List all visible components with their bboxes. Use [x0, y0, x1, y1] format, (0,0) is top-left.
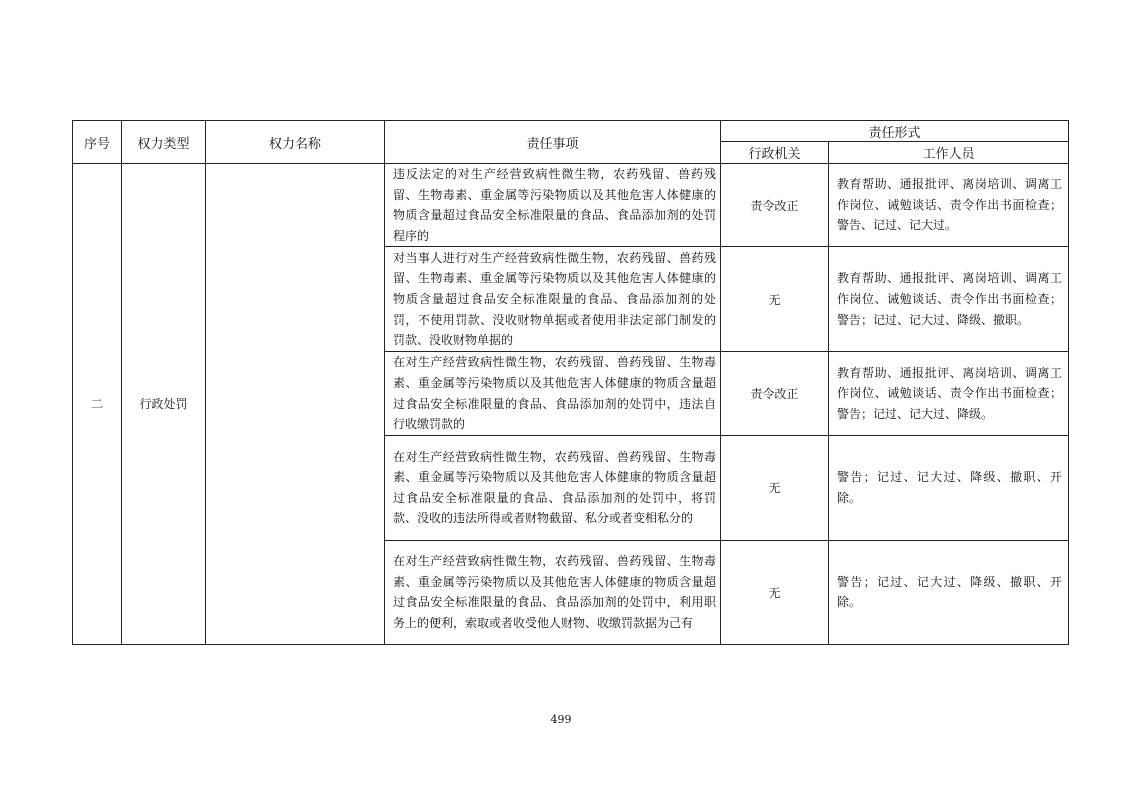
header-staff: 工作人员	[829, 142, 1069, 164]
staff-cell: 警告；记过、记大过、降级、撤职、开除。	[829, 435, 1069, 540]
matter-cell: 在对生产经营致病性微生物，农药残留、兽药残留、生物毒素、重金属等污染物质以及其他危害人体健康的物质含量超过食品安全标准限量的食品、食品添加剂的处罚中，违法自行收缴罚款的	[385, 352, 721, 435]
header-agency: 行政机关	[721, 142, 829, 164]
matter-cell: 在对生产经营致病性微生物，农药残留、兽药残留、生物毒素、重金属等污染物质以及其他危害人体健康的物质含量超过食品安全标准限量的食品、食品添加剂的处罚中，利用职务上的便利，索取或者收受他人财物、收缴罚款据为己有	[385, 540, 721, 644]
matter-cell: 在对生产经营致病性微生物，农药残留、兽药残留、生物毒素、重金属等污染物质以及其他危害人体健康的物质含量超过食品安全标准限量的食品、食品添加剂的处罚中，将罚款、没收的违法所得或者财物截留、私分或者变相私分的	[385, 435, 721, 540]
table-row	[73, 164, 1069, 247]
responsibility-table	[72, 120, 1069, 645]
header-power-name: 权力名称	[206, 121, 385, 164]
staff-cell: 教育帮助、通报批评、离岗培训、调离工作岗位、诫勉谈话、责令作出书面检查；警告；记过、记大过、降级。	[829, 352, 1069, 435]
agency-cell: 责令改正	[721, 164, 829, 247]
agency-cell: 无	[721, 435, 829, 540]
matter-cell: 对当事人进行对生产经营致病性微生物，农药残留、兽药残留、生物毒素、重金属等污染物质以及其他危害人体健康的物质含量超过食品安全标准限量的食品、食品添加剂的处罚，不使用罚款、没收财物单据或者使用非法定部门制发的罚款、没收财物单据的	[385, 247, 721, 352]
group-power-type: 行政处罚	[122, 164, 206, 645]
matter-cell: 违反法定的对生产经营致病性微生物，农药残留、兽药残留、生物毒素、重金属等污染物质以及其他危害人体健康的物质含量超过食品安全标准限量的食品、食品添加剂的处罚程序的	[385, 164, 721, 247]
group-seq: 二	[73, 164, 122, 645]
header-power-type: 权力类型	[122, 121, 206, 164]
header-responsibility: 责任事项	[385, 121, 721, 164]
staff-cell: 教育帮助、通报批评、离岗培训、调离工作岗位、诫勉谈话、责令作出书面检查；警告、记过、记大过。	[829, 164, 1069, 247]
agency-cell: 无	[721, 247, 829, 352]
page-number: 499	[550, 713, 572, 726]
staff-cell: 警告；记过、记大过、降级、撤职、开除。	[829, 540, 1069, 644]
header-form: 责任形式	[721, 121, 1069, 142]
agency-cell: 责令改正	[721, 352, 829, 435]
staff-cell: 教育帮助、通报批评、离岗培训、调离工作岗位、诫勉谈话、责令作出书面检查；警告；记过、记大过、降级、撤职。	[829, 247, 1069, 352]
agency-cell: 无	[721, 540, 829, 644]
group-power-name	[206, 164, 385, 645]
header-seq: 序号	[73, 121, 122, 164]
